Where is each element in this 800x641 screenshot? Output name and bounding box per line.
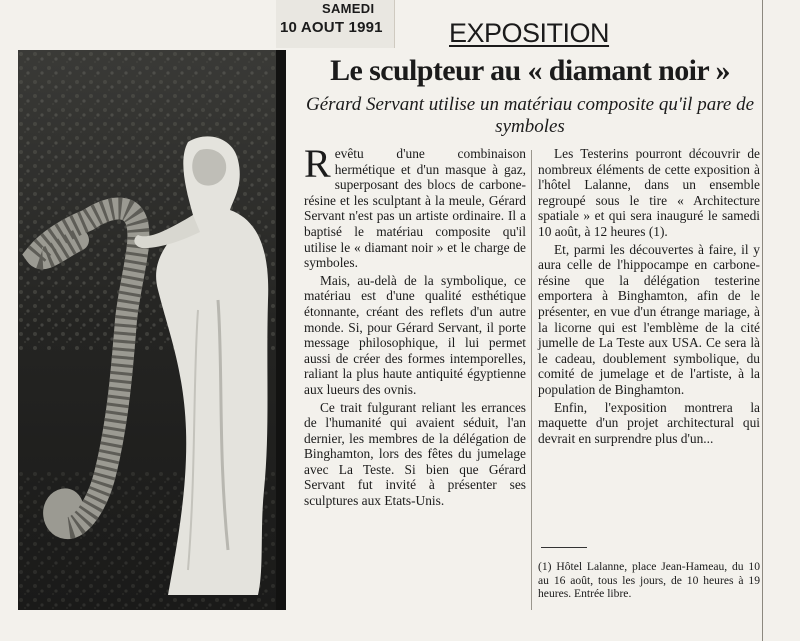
photo-illustration-icon — [18, 50, 286, 610]
seahorse-sculpture-photo — [18, 50, 286, 610]
footnote-rule — [541, 547, 587, 548]
column-divider — [531, 150, 532, 610]
paragraph: Et, parmi les découvertes à faire, il y aura celle de l'hippocampe en carbone-résine que la délégation testerine emportera à Binghamton, afin de le présenter, en vue d'un étrange mariage, à la licorne qui est l'emblème de la cité jumelle de La Teste aux USA. Ce sera là le cadeau, doublement symbolique, du comité de jumelage et de l'artiste, à la population de Binghamton. — [538, 241, 760, 397]
subheadline: Gérard Servant utilise un matériau composite qu'il pare de symboles — [305, 94, 755, 137]
paragraph: Les Testerins pourront découvrir de nombreux éléments de cette exposition à l'hôtel Lalanne, dans un ensemble regroupé sous le tire « Architecture spatiale » et qui sera inauguré le samedi 10 août, à 12 heures (1). — [538, 146, 760, 239]
page-edge — [762, 0, 763, 641]
article-column-2 — [538, 146, 760, 448]
section-rubric: EXPOSITION — [449, 18, 610, 48]
paragraph: Enfin, l'exposition montrera la maquette d'un projet architectural qui devrait en surprendre plus d'un... — [538, 399, 760, 446]
dateline-day: SAMEDI — [322, 1, 375, 16]
drop-cap: R — [304, 141, 331, 186]
paragraph: Mais, au-delà de la symbolique, ce matériau est d'une qualité esthétique étonnante, créant des reflets d'un autre monde. Si, pour Gérard Servant, il porte message philosophique, il lui permet aussi de créer des formes intemporelles, raliant la plus haute antiquité égyptienne aux lueurs des ovnis. — [304, 272, 526, 397]
dateline-date: 10 AOUT 1991 — [280, 19, 383, 36]
paragraph-text: evêtu d'une combinaison hermétique et d'un masque à gaz, superposant des blocs de carbone-résine et les sculptant à la meule, Gérard Servant n'est pas un artiste ordinaire. Il a baptisé le matériau composite qu'il utilise le « diamant noir » et le charge de symboles. — [304, 146, 526, 271]
paragraph — [304, 141, 526, 271]
headline: Le sculpteur au « diamant noir » — [330, 54, 730, 87]
footnote: (1) Hôtel Lalanne, place Jean-Hameau, du 10 au 16 août, tous les jours, de 10 heures à 19 heures. Entrée libre. — [538, 560, 760, 600]
paragraph: Ce trait fulgurant reliant les errances de l'humanité qui avaient séduit, l'an dernier, les membres de la délégation de Binghamton, lors des fêtes du jumelage avec La Teste. Si bien que Gérard Servant fut invité à présenter ses sculptures aux Etats-Unis. — [304, 399, 526, 509]
article-column-1 — [304, 141, 526, 511]
